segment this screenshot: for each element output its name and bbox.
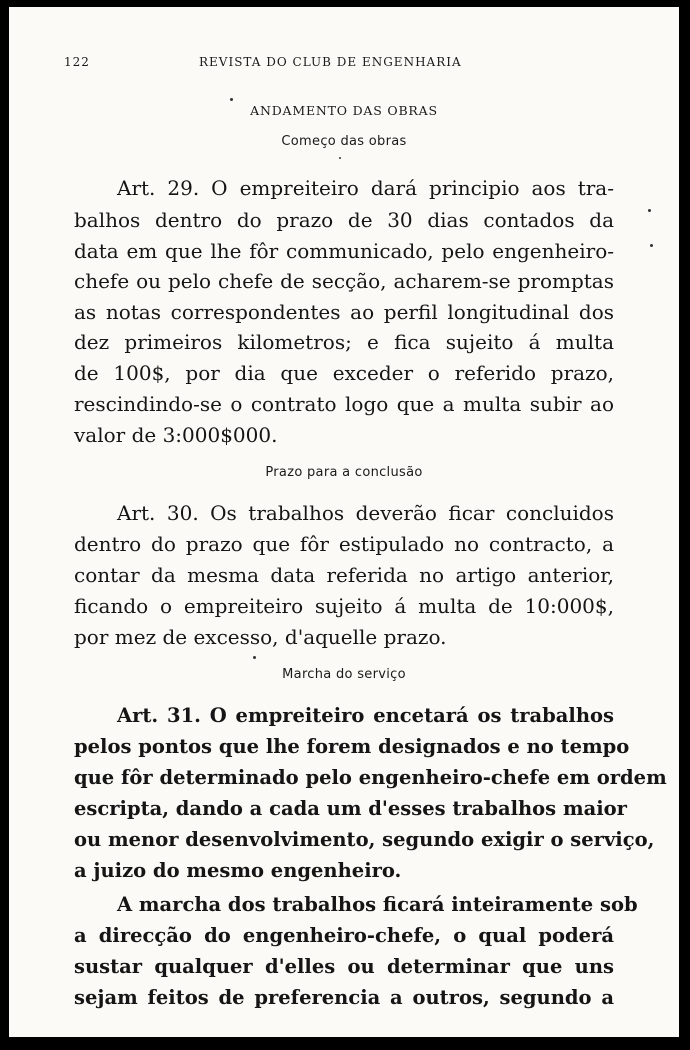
section-title: ANDAMENTO DAS OBRAS: [250, 103, 438, 118]
text-line: sustar qualquer d'elles ou determinar que uns: [74, 955, 614, 978]
journal-title: REVISTA DO CLUB DE ENGENHARIA: [199, 55, 462, 69]
text-line: Art. 31. O empreiteiro encetará os trabalhos: [117, 704, 614, 727]
text-line: dez primeiros kilometros; e fica sujeito á multa: [74, 330, 614, 354]
text-line: pelos pontos que lhe forem designados e no tempo: [74, 735, 630, 758]
running-header: [9, 49, 679, 69]
text-line: contar da mesma data referida no artigo anterior,: [74, 563, 614, 587]
text-line: data em que lhe fôr communicado, pelo engenheiro-: [74, 239, 614, 263]
subtitle-prazo-para-a-conclusao: Prazo para a conclusão: [265, 465, 423, 480]
text-line: ficando o empreiteiro sujeito á multa de 10:000$,: [74, 594, 614, 618]
text-line: Art. 30. Os trabalhos deverão ficar concluidos: [117, 501, 614, 525]
text-line: valor de 3:000$000.: [74, 423, 278, 447]
text-line: rescindindo-se o contrato logo que a multa subir ao: [74, 392, 614, 416]
text-line: sejam feitos de preferencia a outros, segundo a: [74, 986, 614, 1009]
text-line: ou menor desenvolvimento, segundo exigir o serviço,: [74, 828, 655, 851]
text-line: dentro do prazo que fôr estipulado no contracto, a: [74, 532, 614, 556]
text-line: Art. 29. O empreiteiro dará principio aos tra-: [117, 176, 614, 200]
page-number: 122: [64, 55, 90, 69]
text-line: de 100$, por dia que exceder o referido prazo,: [74, 361, 614, 385]
text-line: que fôr determinado pelo engenheiro-chefe em ordem: [74, 766, 667, 789]
book-page: [9, 7, 679, 1037]
subtitle-marcha-do-servico: Marcha do serviço: [282, 667, 406, 682]
text-line: a direcção do engenheiro-chefe, o qual poderá: [74, 924, 614, 947]
text-line: a juizo do mesmo engenheiro.: [74, 859, 402, 882]
text-line: escripta, dando a cada um d'esses trabalhos maior: [74, 797, 627, 820]
text-line: chefe ou pelo chefe de secção, acharem-se promptas: [74, 269, 614, 293]
text-line: balhos dentro do prazo de 30 dias contados da: [74, 208, 614, 232]
text-line: por mez de excesso, d'aquelle prazo.: [74, 625, 447, 649]
subtitle-comeco-das-obras: Começo das obras: [281, 134, 407, 149]
text-line: as notas correspondentes ao perfil longitudinal dos: [74, 300, 614, 324]
text-line: A marcha dos trabalhos ficará inteiramente sob: [117, 893, 638, 916]
